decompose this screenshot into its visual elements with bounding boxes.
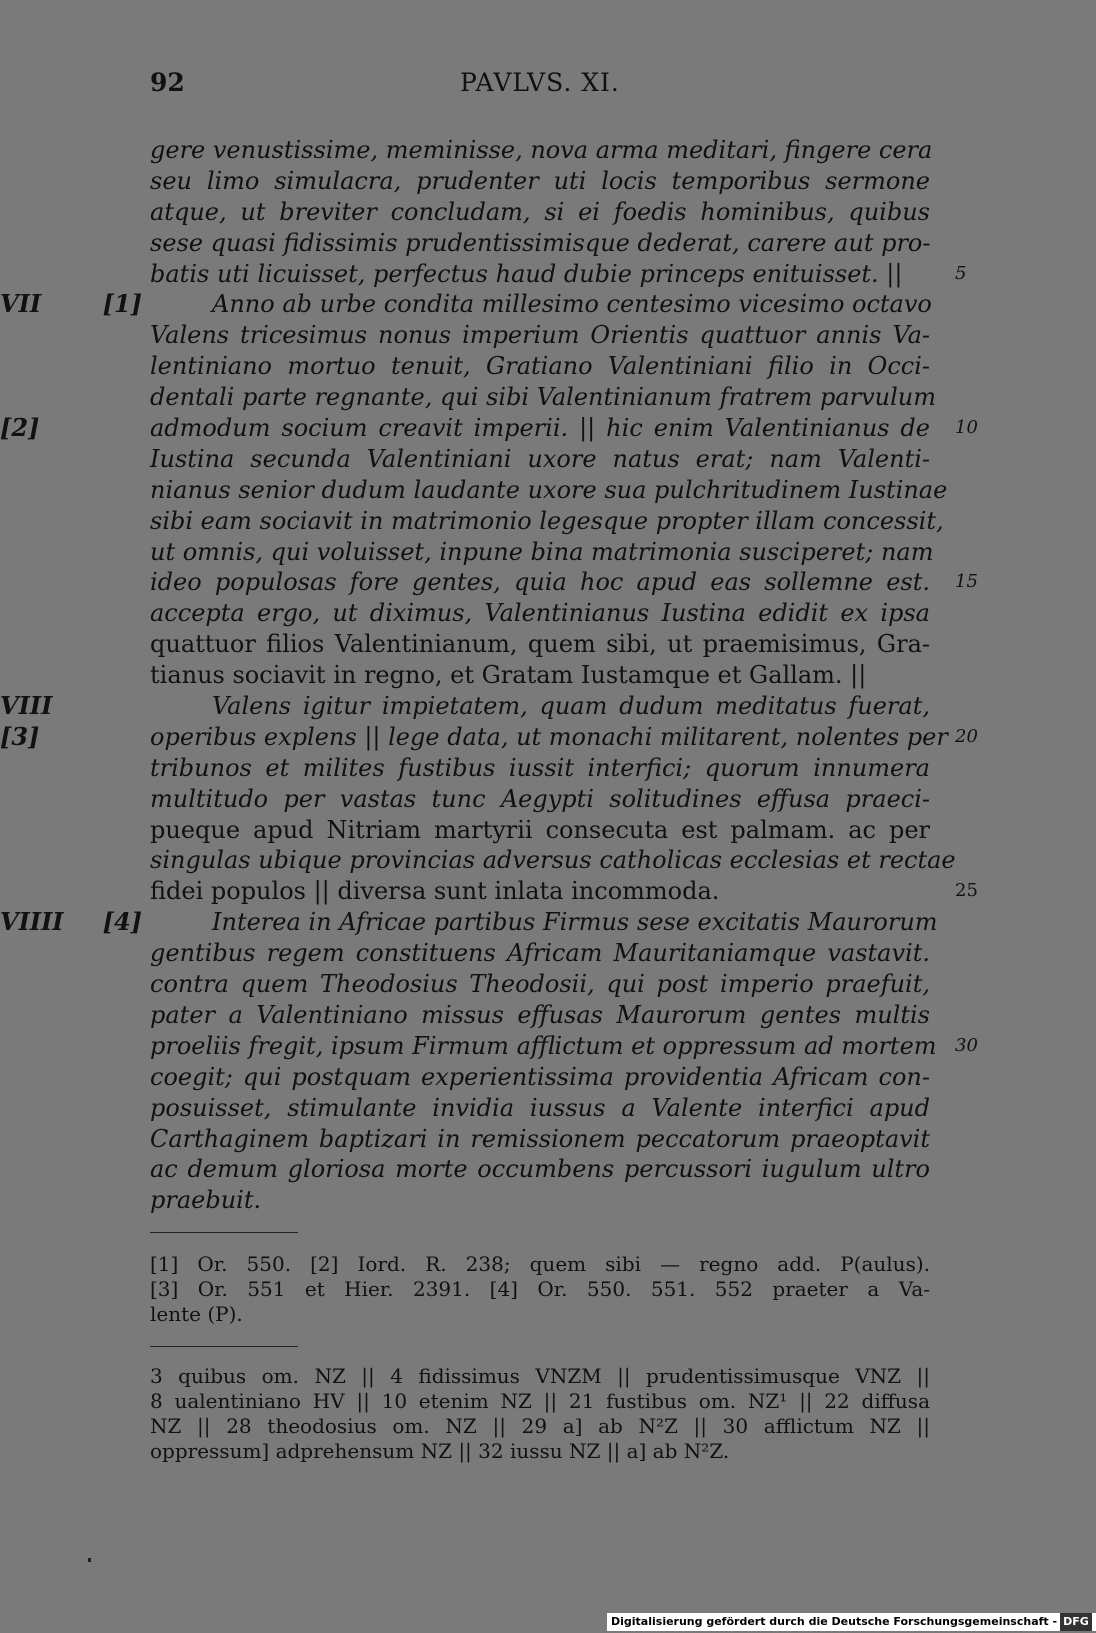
line-text: admodum socium creavit imperii. || hic enim Valentinianus de bbox=[150, 414, 930, 443]
line-text: dentali parte regnante, qui sibi Valentinianum fratrem parvulum bbox=[150, 383, 936, 412]
chapter-marker: [3] bbox=[0, 721, 40, 751]
text-line bbox=[150, 197, 930, 228]
line-text: gentibus regem constituens Africam Mauritaniamque vastavit. bbox=[150, 939, 930, 968]
text-line bbox=[0, 413, 978, 444]
line-text: posuisset, stimulante invidia iussus a Valente interfici apud bbox=[150, 1093, 930, 1122]
line-text: multitudo per vastas tunc Aegypti solitudines effusa praeci- bbox=[150, 784, 930, 813]
line-number: 20 bbox=[955, 725, 978, 747]
text-line bbox=[150, 444, 930, 475]
text-line bbox=[150, 815, 930, 846]
text-line bbox=[150, 938, 930, 969]
line-text: sese quasi fidissimis prudentissimisque dederat, carere aut pro- bbox=[150, 228, 931, 257]
text-line bbox=[150, 876, 978, 907]
line-text: Interea in Africae partibus Firmus sese excitatis Maurorum bbox=[212, 908, 938, 937]
text-line bbox=[150, 845, 956, 876]
text-line bbox=[150, 475, 948, 506]
text-line bbox=[150, 135, 933, 166]
text-line bbox=[0, 289, 932, 320]
line-text: fidei populos || diversa sunt inlata incommoda. bbox=[150, 877, 720, 906]
line-text: proeliis fregit, ipsum Firmum afflictum et oppressum ad mortem bbox=[150, 1031, 937, 1060]
line-number: 15 bbox=[955, 571, 978, 593]
text-line bbox=[150, 660, 930, 691]
text-line bbox=[150, 382, 936, 413]
apparatus-line: 8 ualentiniano HV || 10 etenim NZ || 21 fustibus om. NZ¹ || 22 diffusa bbox=[150, 1389, 930, 1413]
line-text: nianus senior dudum laudante uxore sua pulchritudinem Iustinae bbox=[150, 475, 948, 504]
line-text: pueque apud Nitriam martyrii consecuta est palmam. ac per bbox=[150, 815, 930, 844]
line-text: pater a Valentiniano missus effusas Maurorum gentes multis bbox=[150, 1000, 930, 1029]
source-note-line: [3] Or. 551 et Hier. 2391. [4] Or. 550. 551. 552 praeter a Va- bbox=[150, 1277, 930, 1301]
text-line bbox=[150, 1062, 930, 1093]
line-number: 30 bbox=[955, 1034, 978, 1056]
chapter-marker: VII [1] bbox=[0, 289, 142, 319]
text-line bbox=[0, 721, 978, 753]
line-text: lentiniano mortuo tenuit, Gratiano Valentiniani filio in Occi- bbox=[150, 352, 930, 381]
line-text: ac demum gloriosa morte occumbens percussori iugulum ultro bbox=[150, 1155, 930, 1184]
text-line bbox=[150, 753, 930, 784]
text-line bbox=[150, 259, 967, 290]
source-note-line: lente (P). bbox=[150, 1302, 243, 1326]
line-number: 10 bbox=[955, 417, 978, 439]
critical-apparatus bbox=[150, 1364, 930, 1464]
text-line bbox=[150, 598, 930, 629]
line-text: Valens igitur impietatem, quam dudum meditatus fuerat, bbox=[212, 692, 930, 721]
text-line bbox=[150, 228, 930, 259]
text-line bbox=[150, 537, 934, 568]
chapter-marker: VIIII [4] bbox=[0, 907, 142, 937]
credit-text: Digitalisierung gefördert durch die Deutsche Forschungsgemeinschaft - bbox=[611, 1615, 1058, 1628]
text-line bbox=[150, 784, 930, 815]
line-text: Iustina secunda Valentiniani uxore natus erat; nam Valenti- bbox=[150, 444, 930, 473]
text-line bbox=[150, 320, 930, 351]
line-text: sibi eam sociavit in matrimonio legesque propter illam concessit, bbox=[150, 506, 944, 535]
running-head: PAVLVS. XI. bbox=[460, 68, 620, 97]
text-line bbox=[150, 166, 930, 197]
line-number: 25 bbox=[955, 880, 978, 902]
text-line bbox=[150, 629, 930, 660]
line-text: quattuor filios Valentinianum, quem sibi, ut praemisimus, Gra- bbox=[150, 630, 930, 659]
text-line bbox=[150, 1154, 930, 1185]
line-number: 5 bbox=[955, 262, 967, 284]
text-line bbox=[150, 567, 978, 598]
line-text: Anno ab urbe condita millesimo centesimo vicesimo octavo bbox=[212, 290, 932, 319]
line-text: accepta ergo, ut diximus, Valentinianus Iustina edidit ex ipsa bbox=[150, 599, 930, 628]
apparatus-line: 3 quibus om. NZ || 4 fidissimus VNZM || prudentissimusque VNZ || bbox=[150, 1364, 930, 1388]
apparatus-line: NZ || 28 theodosius om. NZ || 29 a] ab N²Z || 30 afflictum NZ || bbox=[150, 1414, 930, 1438]
text-line bbox=[0, 907, 938, 938]
text-line bbox=[150, 351, 930, 382]
line-text: ideo populosas fore gentes, quia hoc apud eas sollemne est. bbox=[150, 568, 930, 597]
text-line bbox=[150, 1031, 978, 1062]
text-line bbox=[150, 1124, 930, 1155]
line-text: batis uti licuisset, perfectus haud dubie princeps enituisset. || bbox=[150, 259, 903, 288]
text-line bbox=[150, 1000, 930, 1031]
scan-speck bbox=[88, 1558, 91, 1562]
main-text bbox=[0, 135, 978, 1216]
line-text: gere venustissime, meminisse, nova arma meditari, fingere cera bbox=[150, 136, 933, 164]
source-note-line: [1] Or. 550. [2] Iord. R. 238; quem sibi — regno add. P(aulus). bbox=[150, 1252, 930, 1276]
line-text: coegit; qui postquam experientissima providentia Africam con- bbox=[150, 1062, 930, 1091]
line-text: atque, ut breviter concludam, si ei foedis hominibus, quibus bbox=[150, 197, 930, 226]
line-text: praebuit. bbox=[150, 1186, 262, 1215]
line-text: tianus sociavit in regno, et Gratam Iustamque et Gallam. || bbox=[150, 661, 867, 690]
line-text: operibus explens || lege data, ut monachi militarent, nolentes per bbox=[150, 722, 948, 751]
digitization-credit bbox=[607, 1613, 1096, 1631]
page-header bbox=[150, 68, 930, 108]
footnote-rule bbox=[150, 1232, 298, 1233]
apparatus-rule bbox=[150, 1346, 298, 1347]
text-line bbox=[150, 1093, 930, 1124]
text-line bbox=[150, 1185, 930, 1216]
chapter-marker: VIII bbox=[0, 691, 53, 721]
chapter-marker: [2] bbox=[0, 413, 40, 443]
page-number: 92 bbox=[150, 68, 185, 97]
text-line bbox=[150, 506, 944, 537]
text-line bbox=[0, 691, 930, 722]
line-text: contra quem Theodosius Theodosii, qui post imperio praefuit, bbox=[150, 970, 930, 999]
line-text: ut omnis, qui voluisset, inpune bina matrimonia susciperet; nam bbox=[150, 537, 934, 566]
line-text: Valens tricesimus nonus imperium Orientis quattuor annis Va- bbox=[150, 321, 930, 350]
line-text: Carthaginem baptizari in remissionem peccatorum praeoptavit bbox=[150, 1124, 930, 1153]
line-text: seu limo simulacra, prudenter uti locis temporibus sermone bbox=[150, 166, 930, 195]
line-text: singulas ubique provincias adversus catholicas ecclesias et rectae bbox=[150, 846, 956, 875]
text-line bbox=[150, 969, 930, 1000]
apparatus-line: oppressum] adprehensum NZ || 32 iussu NZ || a] ab N²Z. bbox=[150, 1439, 730, 1463]
line-text: tribunos et milites fustibus iussit interfici; quorum innumera bbox=[150, 753, 930, 782]
dfg-logo: DFG bbox=[1060, 1613, 1092, 1631]
source-notes bbox=[150, 1252, 930, 1327]
